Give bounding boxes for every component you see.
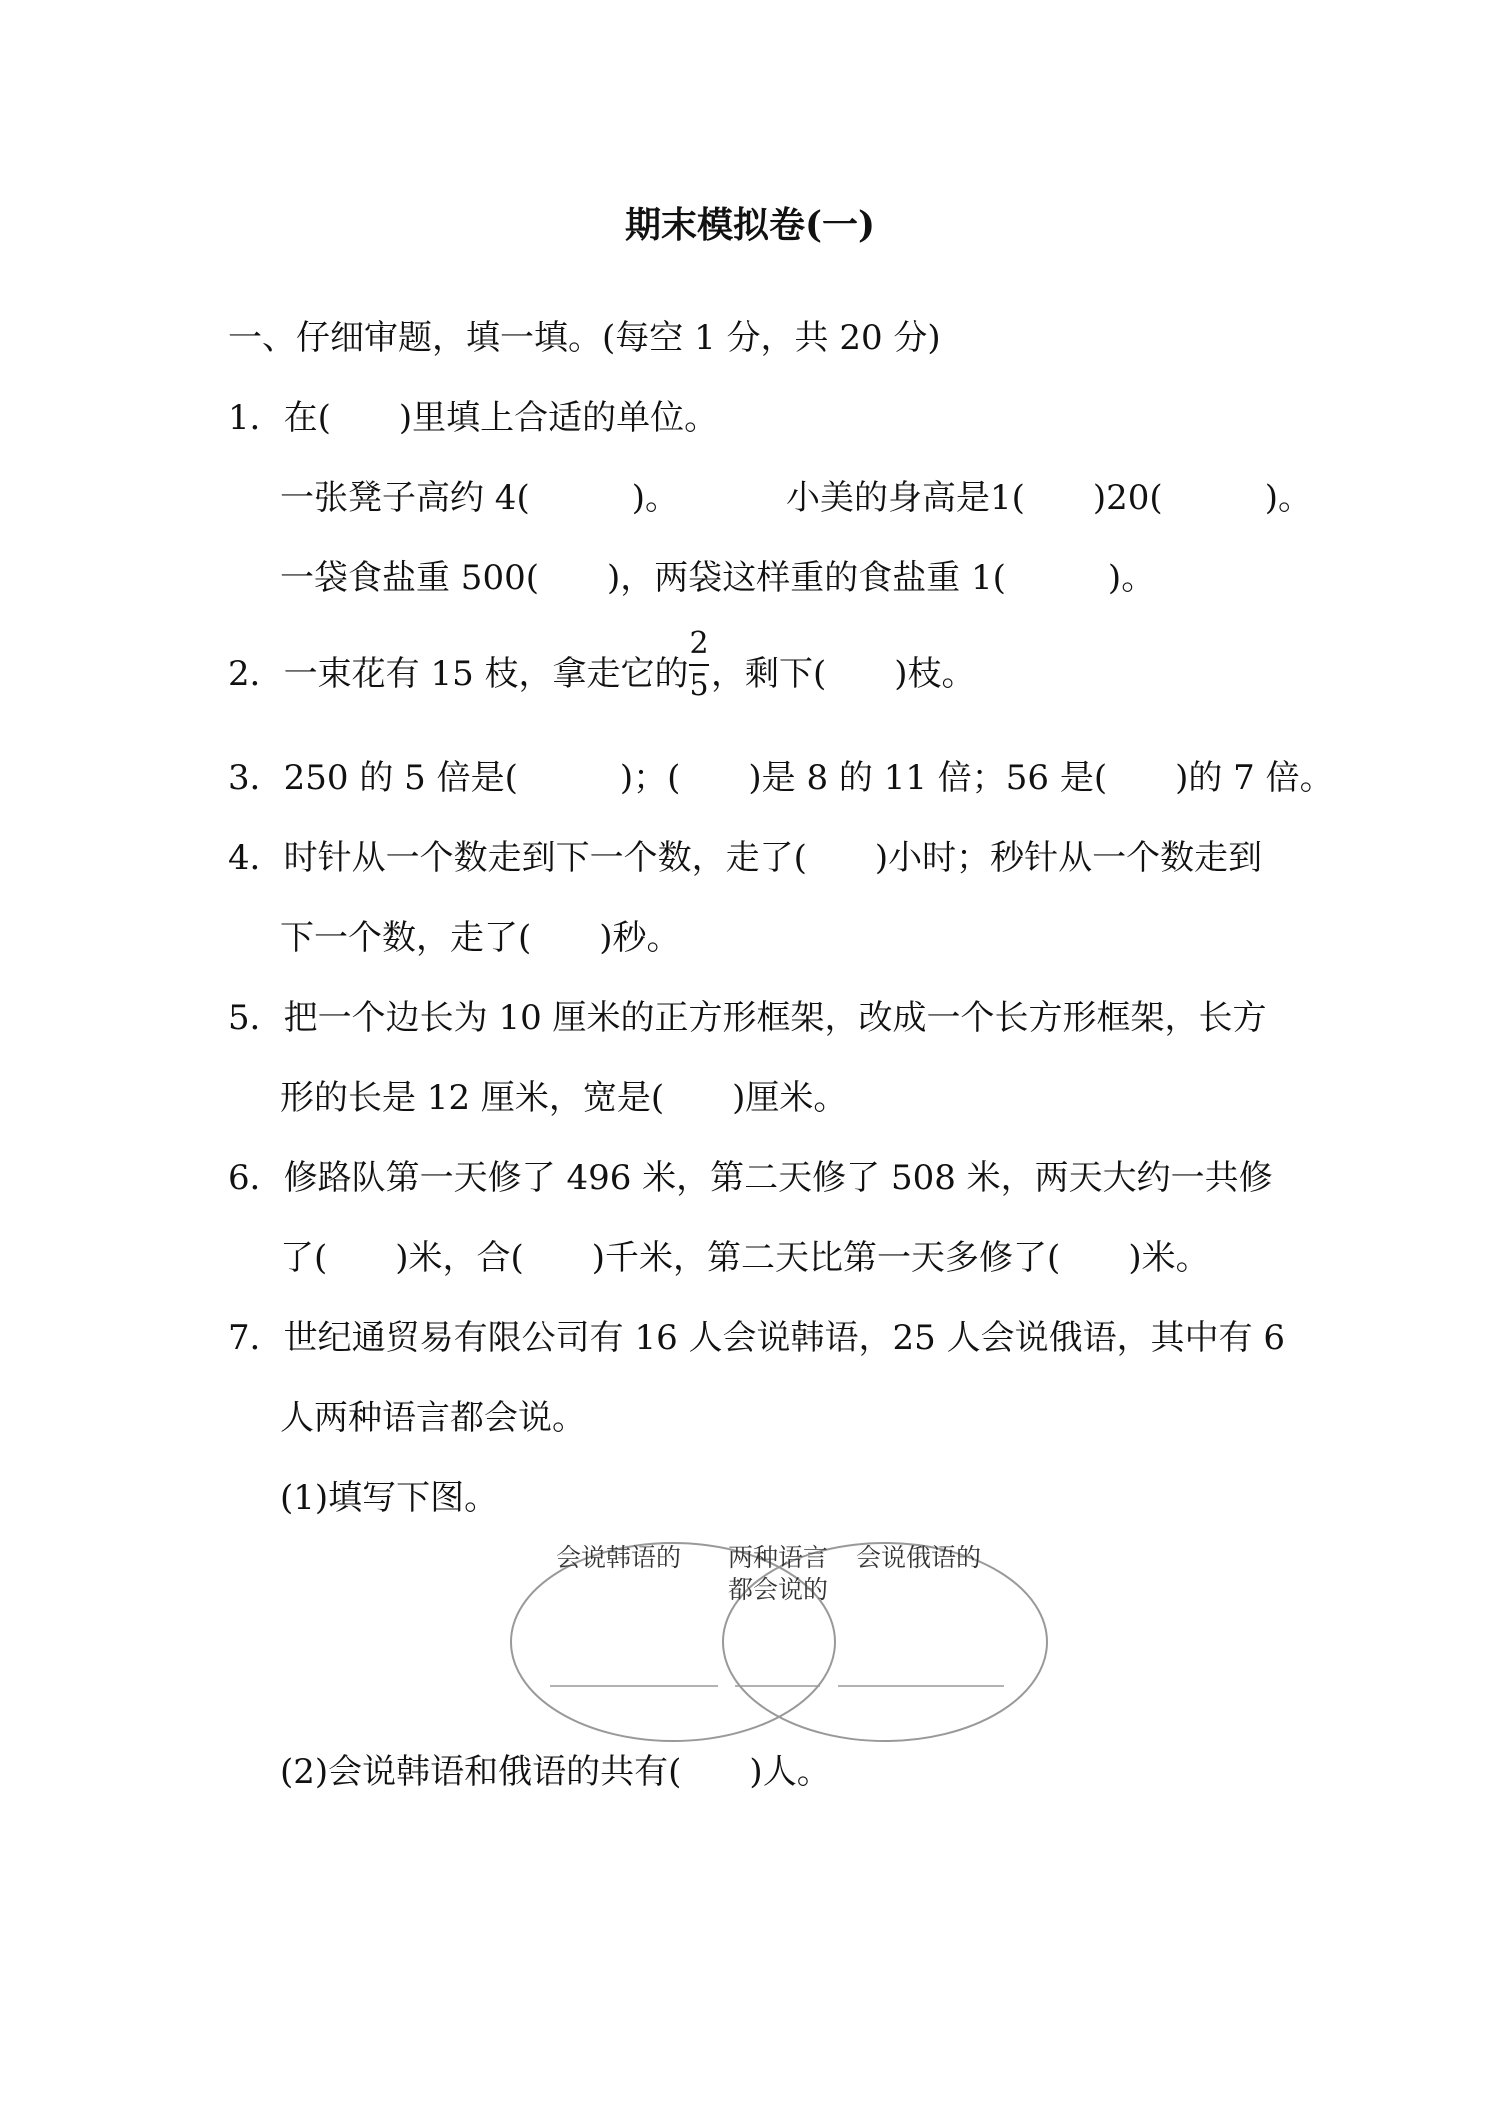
question-3: 3．250 的 5 倍是( )；( )是 8 的 11 倍；56 是( )的 7 倍。 — [228, 758, 1334, 798]
question-7-line-1: 7．世纪通贸易有限公司有 16 人会说韩语，25 人会说俄语，其中有 6 — [228, 1318, 1286, 1358]
question-1-stem: 1．在( )里填上合适的单位。 — [228, 398, 719, 438]
question-4-line-1: 4．时针从一个数走到下一个数，走了( )小时；秒针从一个数走到 — [228, 838, 1263, 878]
venn-middle-label-1: 两种语言 — [728, 1543, 829, 1572]
question-4-line-2: 下一个数，走了( )秒。 — [280, 918, 681, 958]
question-5-line-2: 形的长是 12 厘米，宽是( )厘米。 — [280, 1078, 848, 1118]
question-7-sub-2: (2)会说韩语和俄语的共有( )人。 — [280, 1752, 831, 1792]
question-1-item-c: 一袋食盐重 500( )，两袋这样重的食盐重 1( )。 — [280, 558, 1156, 598]
venn-right-label: 会说俄语的 — [856, 1543, 982, 1572]
question-1-item-b: 小美的身高是1( )20( )。 — [786, 478, 1312, 518]
question-6-line-2: 了( )米，合( )千米，第二天比第一天多修了( )米。 — [280, 1238, 1210, 1278]
question-1-item-a: 一张凳子高约 4( )。 — [280, 478, 679, 518]
question-5-line-1: 5．把一个边长为 10 厘米的正方形框架，改成一个长方形框架，长方 — [228, 998, 1267, 1038]
fraction-bar — [689, 664, 709, 666]
venn-left-label: 会说韩语的 — [556, 1543, 682, 1572]
section-heading: 一、仔细审题，填一填。(每空 1 分，共 20 分) — [228, 318, 941, 358]
page-title: 期末模拟卷(一) — [624, 204, 876, 246]
question-7-line-2: 人两种语言都会说。 — [280, 1398, 586, 1438]
venn-middle-label-2: 都会说的 — [728, 1575, 829, 1604]
fraction-denominator: 5 — [689, 668, 709, 703]
question-6-line-1: 6．修路队第一天修了 496 米，第二天修了 508 米，两天大约一共修 — [228, 1158, 1273, 1198]
fraction-numerator: 2 — [689, 626, 709, 661]
question-2-after: ，剩下( )枝。 — [711, 654, 976, 694]
venn-diagram — [508, 1530, 1048, 1750]
question-2-before: 2．一束花有 15 枝，拿走它的 — [228, 654, 689, 694]
question-7-sub-1: (1)填写下图。 — [280, 1478, 499, 1518]
